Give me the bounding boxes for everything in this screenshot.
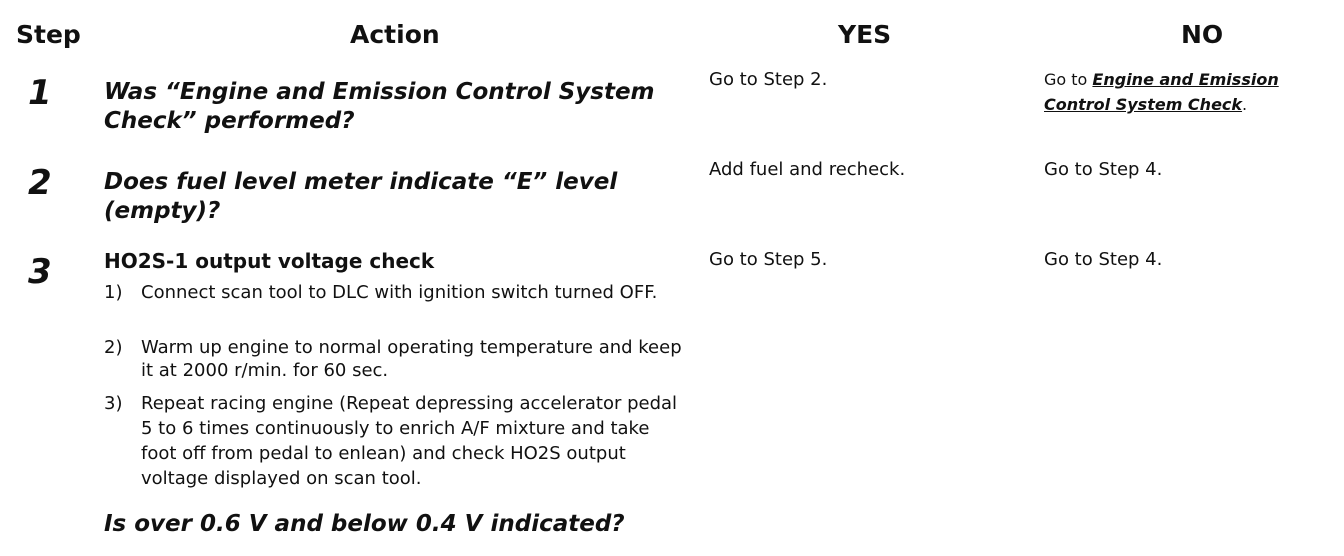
no-action-prefix: Go to bbox=[1044, 70, 1093, 89]
yes-action: Go to Step 2. bbox=[709, 69, 828, 90]
no-action: Go to Step 4. bbox=[1044, 159, 1163, 180]
step-title: HO2S-1 output voltage check bbox=[104, 249, 435, 273]
step-number: 1 bbox=[28, 73, 52, 113]
procedure-item-text: Warm up engine to normal operating temperature and keep it at 2000 r/min. for 60 sec. bbox=[141, 337, 682, 381]
procedure-item-number: 3) bbox=[104, 393, 123, 414]
procedure-item-number: 2) bbox=[104, 337, 123, 358]
step-question: Was “Engine and Emission Control System Check” performed? bbox=[104, 79, 655, 134]
header-yes: YES bbox=[838, 20, 892, 49]
step-question: Does fuel level meter indicate “E” level (empty)? bbox=[104, 169, 618, 224]
yes-action: Go to Step 5. bbox=[709, 249, 828, 270]
procedure-item bbox=[104, 281, 684, 304]
procedure-item bbox=[104, 391, 684, 491]
header-no: NO bbox=[1181, 20, 1224, 49]
procedure-item-text: Connect scan tool to DLC with ignition switch turned OFF. bbox=[141, 282, 658, 303]
procedure-item-number: 1) bbox=[104, 282, 123, 303]
engine-emission-check-link[interactable]: Engine and Emission Control System Check bbox=[1044, 70, 1279, 114]
step-number: 2 bbox=[28, 163, 52, 203]
procedure-item bbox=[104, 336, 684, 382]
no-action bbox=[1044, 67, 1339, 117]
step-number: 3 bbox=[28, 252, 52, 292]
procedure-item-text: Repeat racing engine (Repeat depressing accelerator pedal 5 to 6 times continuously to enrich A/F mixture and take foot off from pedal to enlean) and check HO2S output voltage displayed on scan tool. bbox=[141, 393, 678, 489]
no-action-suffix: . bbox=[1242, 95, 1248, 114]
yes-action: Add fuel and recheck. bbox=[709, 159, 906, 180]
header-step: Step bbox=[16, 20, 81, 49]
header-action: Action bbox=[350, 20, 440, 49]
no-action: Go to Step 4. bbox=[1044, 249, 1163, 270]
step-question: Is over 0.6 V and below 0.4 V indicated? bbox=[104, 511, 625, 537]
